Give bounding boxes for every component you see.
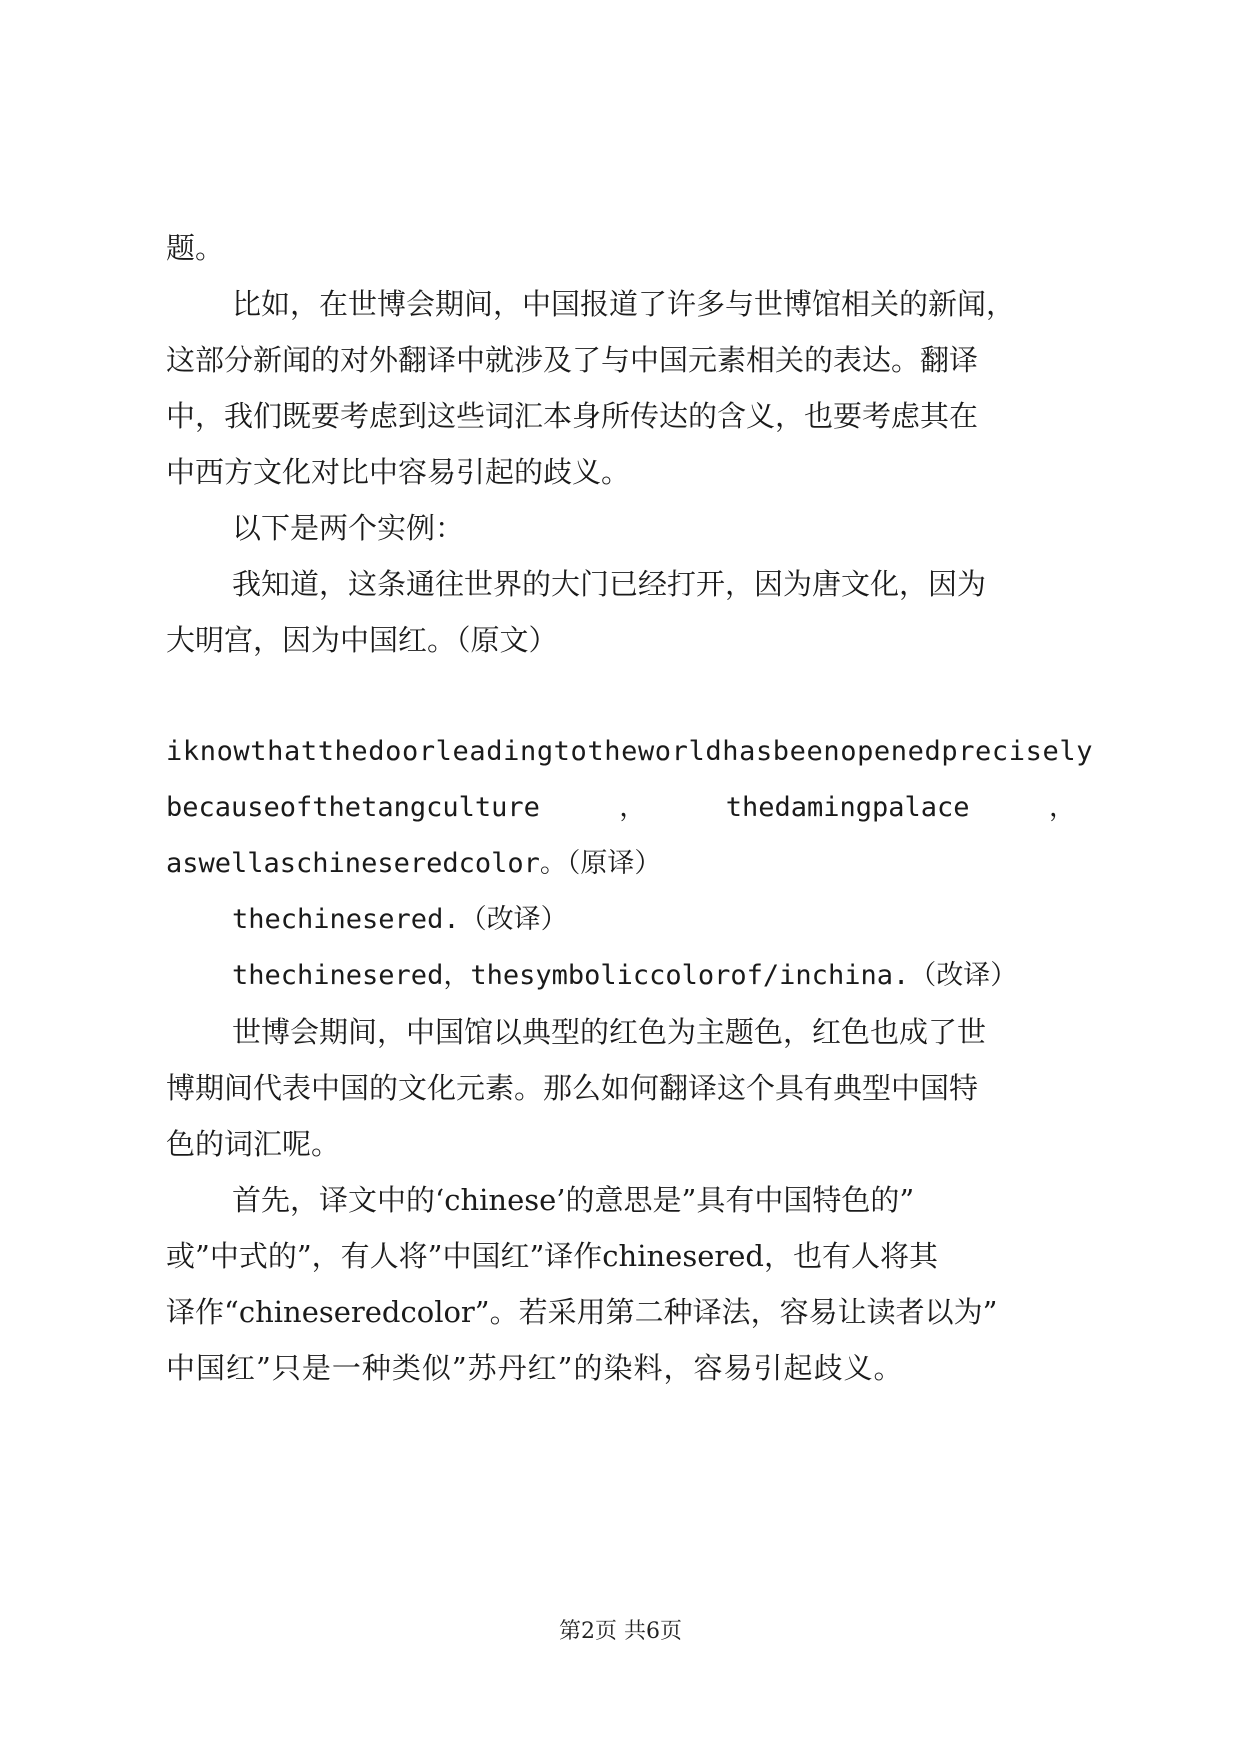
text-line: 博期间代表中国的文化元素。那么如何翻译这个具有典型中国特: [166, 1071, 979, 1105]
text-line: 色的词汇呢。: [166, 1127, 341, 1161]
paragraph-start: 世博会期间，中国馆以典型的红色为主题色，红色也成了世: [232, 1015, 987, 1049]
text-line: 大明宫，因为中国红。（原文）: [166, 623, 558, 657]
text-line: 题。: [166, 231, 225, 265]
translation-comma: ，: [619, 792, 647, 823]
paragraph-start: 我知道，这条通往世界的大门已经打开，因为唐文化，因为: [232, 567, 987, 601]
translation-line-justified: [166, 788, 1076, 828]
paragraph-start: 比如，在世博会期间，中国报道了许多与世博馆相关的新闻，: [232, 287, 1016, 321]
page-number-footer: 第2页 共6页: [559, 1619, 682, 1644]
text-line: 中西方文化对比中容易引起的歧义。: [166, 455, 631, 489]
translation-segment: thedamingpalace: [725, 792, 970, 823]
paragraph-start: 首先，译文中的‘chinese’的意思是”具有中国特色的”: [232, 1183, 915, 1217]
text-line: 或”中式的”，有人将”中国红”译作chinesered，也有人将其: [166, 1239, 938, 1273]
revised-translation: thechinesered.（改译）: [232, 904, 568, 935]
translation-comma: ，: [1048, 792, 1076, 823]
revised-translation: thechinesered，thesymboliccolorof/inchina.（改译）: [232, 960, 1018, 991]
text-line: 译作“chineseredcolor”。若采用第二种译法，容易让读者以为”: [166, 1295, 998, 1329]
text-line: 中，我们既要考虑到这些词汇本身所传达的含义，也要考虑其在: [166, 399, 979, 433]
text-line: 这部分新闻的对外翻译中就涉及了与中国元素相关的表达。翻译: [166, 343, 979, 377]
translation-segment: becauseofthetangculture: [166, 792, 540, 823]
paragraph-start: 以下是两个实例：: [232, 511, 465, 545]
translation-line: iknowthatthedoorleadingtotheworldhasbeenopenedprecisely: [166, 736, 1094, 767]
text-line: 中国红”只是一种类似”苏丹红”的染料，容易引起歧义。: [166, 1351, 904, 1385]
translation-line: aswellaschineseredcolor。（原译）: [166, 848, 662, 879]
